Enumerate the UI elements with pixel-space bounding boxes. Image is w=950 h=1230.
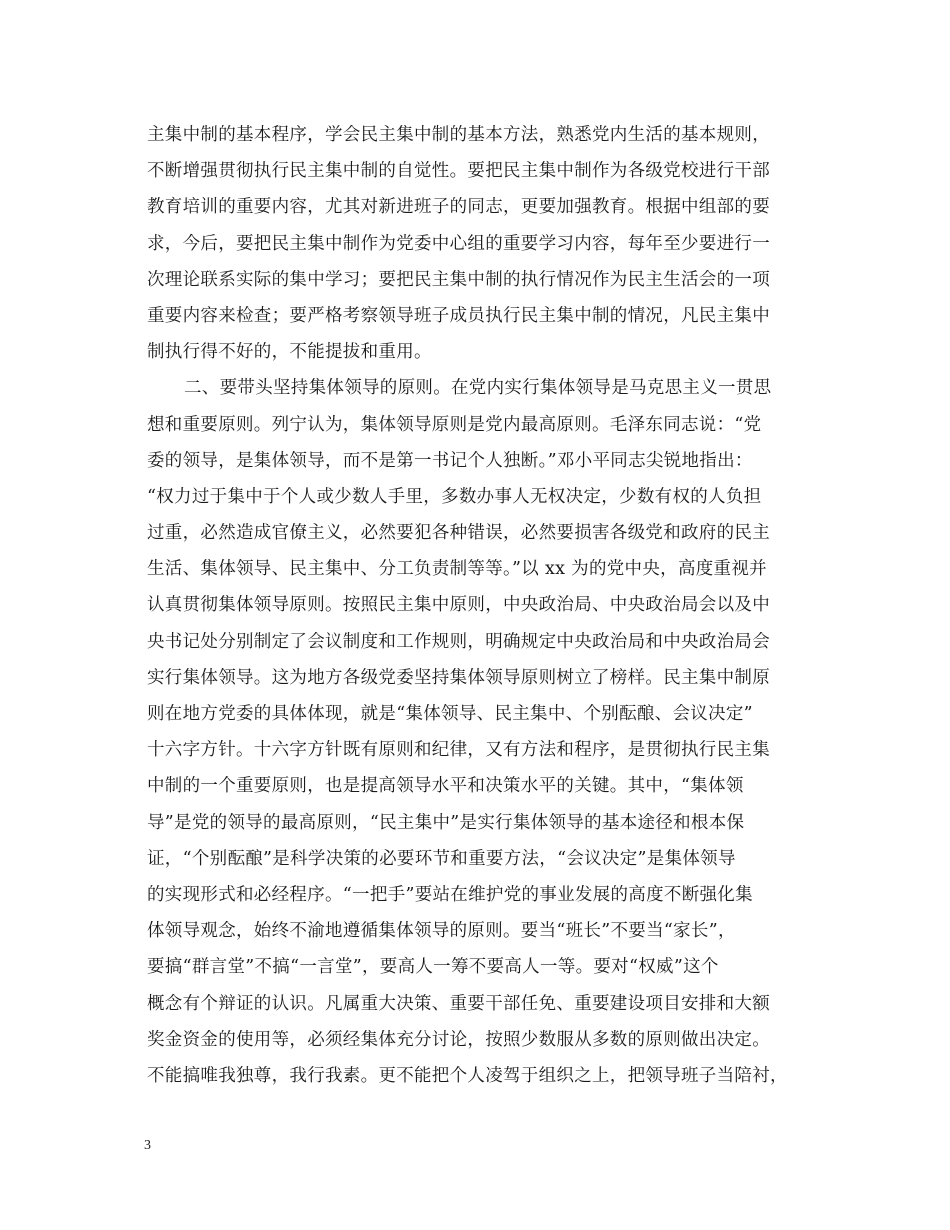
text-line: 央书记处分别制定了会议制度和工作规则，明确规定中央政治局和中央政治局会: [147, 631, 770, 652]
text-line: 次理论联系实际的集中学习；要把民主集中制的执行情况作为民主生活会的一项: [147, 269, 770, 290]
text-line: 的实现形式和必经程序。“一把手”要站在维护党的事业发展的高度不断强化集: [147, 884, 753, 905]
text-line: 认真贯彻集体领导原则。按照民主集中原则，中央政治局、中央政治局会以及中: [147, 595, 770, 616]
text-line: 中制的一个重要原则，也是提高领导水平和决策水平的关键。其中，“集体领: [147, 776, 744, 797]
text-line: 证，“个别酝酿”是科学决策的必要环节和重要方法，“会议决定”是集体领导: [147, 848, 736, 869]
text-line: 不能搞唯我独尊，我行我素。更不能把个人凌驾于组织之上，把领导班子当陪衬，: [147, 1065, 788, 1086]
text-line: 体领导观念，始终不渝地遵循集体领导的原则。要当“班长”不要当“家长”，: [147, 921, 736, 942]
text-line: 想和重要原则。列宁认为，集体领导原则是党内最高原则。毛泽东同志说：“党: [147, 414, 762, 435]
text-line: “权力过于集中于个人或少数人手里，多数办事人无权决定，少数有权的人负担: [147, 486, 762, 507]
text-line: 不断增强贯彻执行民主集中制的自觉性。要把民主集中制作为各级党校进行干部: [147, 161, 770, 182]
text-line: 过重，必然造成官僚主义，必然要犯各种错误，必然要损害各级党和政府的民主: [147, 523, 770, 544]
text-line: 重要内容来检查；要严格考察领导班子成员执行民主集中制的情况，凡民主集中: [147, 305, 770, 326]
text-line: 奖金资金的使用等，必须经集体充分讨论，按照少数服从多数的原则做出决定。: [147, 1029, 770, 1050]
text-line: 委的领导，是集体领导，而不是第一书记个人独断。”邓小平同志尖锐地指出：: [147, 450, 753, 471]
text-line: 十六字方针。十六字方针既有原则和纪律，又有方法和程序，是贯彻执行民主集: [147, 740, 770, 761]
text-line: 制执行得不好的，不能提拔和重用。: [147, 342, 432, 363]
paragraph-start-line: 二、要带头坚持集体领导的原则。在党内实行集体领导是马克思主义一贯思: [184, 378, 772, 399]
text-line: 教育培训的重要内容，尤其对新进班子的同志，更要加强教育。根据中组部的要: [147, 197, 770, 218]
text-line: 则在地方党委的具体体现，就是“集体领导、民主集中、个别酝酿、会议决定”: [147, 704, 753, 724]
body-text: [147, 117, 807, 1094]
text-line: 实行集体领导。这为地方各级党委坚持集体领导原则树立了榜样。民主集中制原: [147, 667, 770, 688]
text-line: 求，今后，要把民主集中制作为党委中心组的重要学习内容，每年至少要进行一: [147, 233, 770, 254]
text-line: 生活、集体领导、民主集中、分工负责制等等。”以 xx 为的党中央，高度重视并: [147, 559, 767, 580]
text-line: 导”是党的领导的最高原则，“民主集中”是实行集体领导的基本途径和根本保: [147, 812, 745, 833]
text-line: 主集中制的基本程序，学会民主集中制的基本方法，熟悉党内生活的基本规则，: [147, 125, 770, 145]
text-line: 概念有个辩证的认识。凡属重大决策、重要干部任免、重要建设项目安排和大额: [147, 993, 770, 1014]
page-number: 3: [144, 1138, 151, 1153]
text-line: 要搞“群言堂”不搞“一言堂”，要高人一筹不要高人一等。要对“权威”这个: [147, 957, 719, 978]
